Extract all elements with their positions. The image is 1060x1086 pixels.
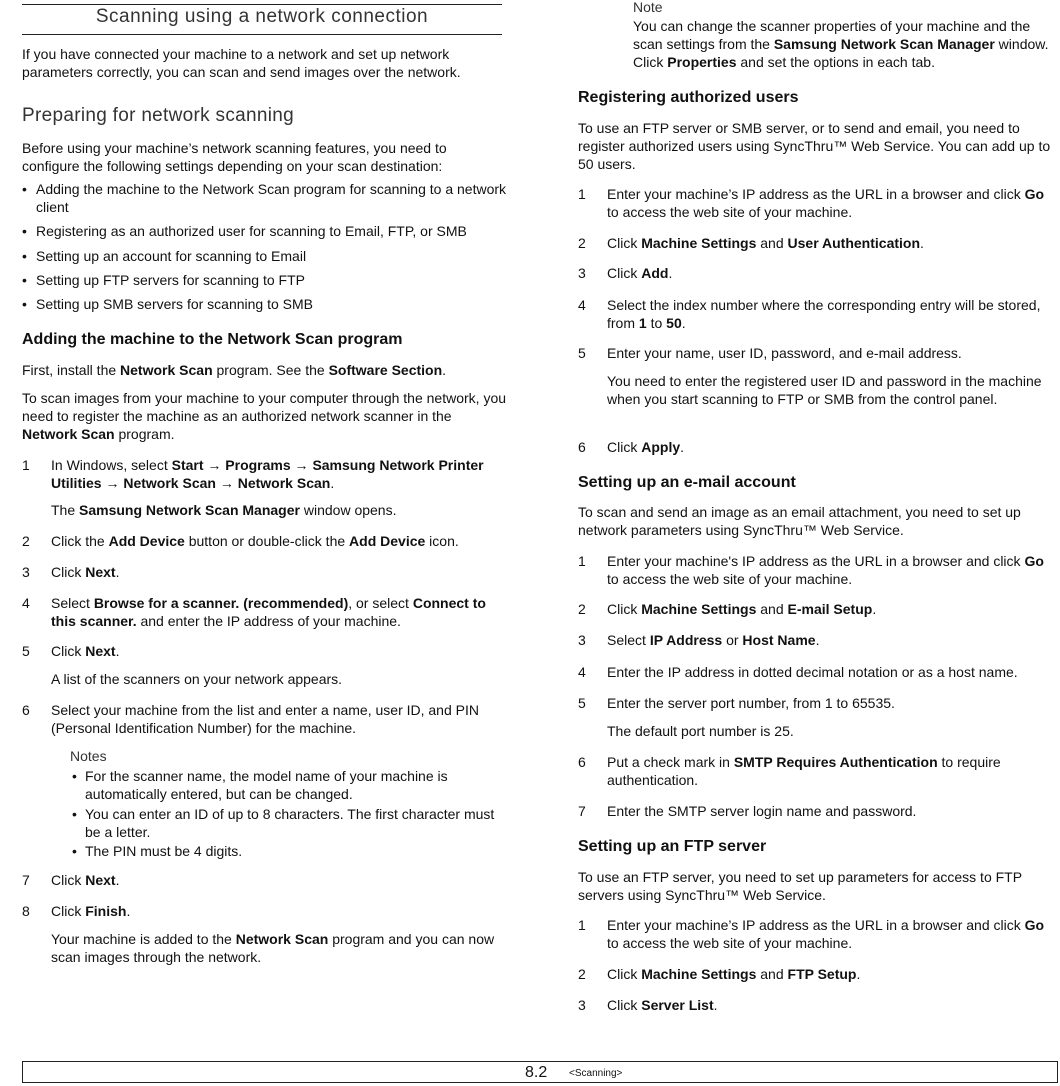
email-step-4: 4 Enter the IP address in dotted decimal notation or as a host name. — [578, 664, 1018, 680]
notes-title: Notes — [70, 748, 107, 764]
email-paragraph: To scan and send an image as an email attachment, you need to set up network parameters using SyncThru™ Web Service. — [578, 504, 1021, 538]
register-heading: Registering authorized users — [578, 89, 799, 106]
page-number: 8.2 — [525, 1064, 548, 1081]
email-step-6: 6 Put a check mark in SMTP Requires Authentication to require authentication. — [578, 754, 1001, 788]
step-2: 2 Click the Add Device button or double-click the Add Device icon. — [22, 533, 459, 549]
add-machine-p1: First, install the Network Scan program. See the Software Section. — [22, 362, 447, 378]
ftp-step-2: 2 Click Machine Settings and FTP Setup. — [578, 966, 861, 982]
step-8: 8 Click Finish. — [22, 903, 131, 919]
prep-heading: Preparing for network scanning — [22, 105, 294, 126]
reg-step-3: 3 Click Add. — [578, 265, 673, 281]
prep-bullet: • Setting up SMB servers for scanning to SMB — [22, 295, 507, 313]
add-machine-heading: Adding the machine to the Network Scan program — [22, 331, 403, 348]
prep-bullet: • Registering as an authorized user for scanning to Email, FTP, or SMB — [22, 222, 507, 240]
step-3: 3 Click Next. — [22, 564, 120, 580]
step-1: 1 In Windows, select Start → Programs → Samsung Network Printer Utilities → Network Scan → Network Scan. — [22, 457, 484, 491]
step-5-result: A list of the scanners on your network appears. — [51, 671, 343, 687]
reg-step-4: 4 Select the index number where the corresponding entry will be stored, from 1 to 50. — [578, 297, 1041, 331]
chapter-title: Scanning using a network connection — [95, 6, 429, 27]
step-6: 6 Select your machine from the list and enter a name, user ID, and PIN (Personal Identification Number) for the machine. — [22, 702, 479, 736]
note-text: You can change the scanner properties of your machine and the scan settings from the Samsung Network Scan Manager window. Click Properties and set the options in each tab. — [633, 18, 1049, 70]
reg-step-1: 1 Enter your machine’s IP address as the URL in a browser and click Go to access the web site of your machine. — [578, 186, 1045, 220]
email-step-5-note: The default port number is 25. — [607, 723, 794, 739]
step-7: 7 Click Next. — [22, 872, 120, 888]
step-5: 5 Click Next. — [22, 643, 120, 659]
note-item: • You can enter an ID of up to 8 characters. The first character must be a letter. — [22, 805, 507, 841]
reg-step-2: 2 Click Machine Settings and User Authentication. — [578, 235, 924, 251]
page-footer — [22, 1061, 1058, 1083]
prep-bullet: • Setting up an account for scanning to Email — [22, 247, 507, 265]
section-name: <Scanning> — [569, 1068, 623, 1079]
ftp-heading: Setting up an FTP server — [578, 838, 767, 855]
add-machine-p2: To scan images from your machine to your computer through the network, you need to register the machine as an authorized network scanner in the Network Scan program. — [22, 390, 507, 442]
email-step-5: 5 Enter the server port number, from 1 to 65535. — [578, 695, 895, 711]
register-paragraph: To use an FTP server or SMB server, or to send and email, you need to register authorized users using SyncThru™ Web Service. You can add up to 50 users. — [578, 120, 1051, 172]
step-8-result: Your machine is added to the Network Scan program and you can now scan images through the network. — [51, 931, 495, 965]
email-step-1: 1 Enter your machine's IP address as the URL in a browser and click Go to access the web site of your machine. — [578, 553, 1044, 587]
email-step-3: 3 Select IP Address or Host Name. — [578, 632, 820, 648]
email-step-2: 2 Click Machine Settings and E-mail Setup. — [578, 601, 877, 617]
title-rule-top — [22, 4, 502, 5]
ftp-step-3: 3 Click Server List. — [578, 997, 718, 1013]
ftp-step-1: 1 Enter your machine’s IP address as the URL in a browser and click Go to access the web site of your machine. — [578, 917, 1045, 951]
note-item: • For the scanner name, the model name of your machine is automatically entered, but can be changed. — [22, 767, 507, 803]
prep-paragraph: Before using your machine’s network scanning features, you need to configure the following settings depending on your scan destination: — [22, 140, 447, 174]
reg-step-5: 5 Enter your name, user ID, password, and e-mail address. — [578, 345, 962, 361]
prep-bullet: • Adding the machine to the Network Scan program for scanning to a network client — [22, 180, 507, 216]
note-item: • The PIN must be 4 digits. — [22, 842, 507, 860]
email-step-7: 7 Enter the SMTP server login name and password. — [578, 803, 917, 819]
step-4: 4 Select Browse for a scanner. (recommended), or select Connect to this scanner. and enter the IP address of your machine. — [22, 595, 486, 629]
reg-step-6: 6 Click Apply. — [578, 439, 685, 455]
intro-paragraph: If you have connected your machine to a network and set up network parameters correctly, you can scan and send images over the network. — [22, 46, 461, 80]
reg-step-5-note: You need to enter the registered user ID and password in the machine when you start scanning to FTP or SMB from the control panel. — [607, 373, 1042, 407]
note-title: Note — [633, 0, 663, 15]
prep-bullet: • Setting up FTP servers for scanning to FTP — [22, 271, 507, 289]
step-1-result: The Samsung Network Scan Manager window opens. — [51, 502, 397, 518]
title-rule-bottom — [22, 34, 502, 35]
email-heading: Setting up an e-mail account — [578, 474, 796, 491]
ftp-paragraph: To use an FTP server, you need to set up parameters for access to FTP servers using SyncThru™ Web Service. — [578, 869, 1022, 903]
